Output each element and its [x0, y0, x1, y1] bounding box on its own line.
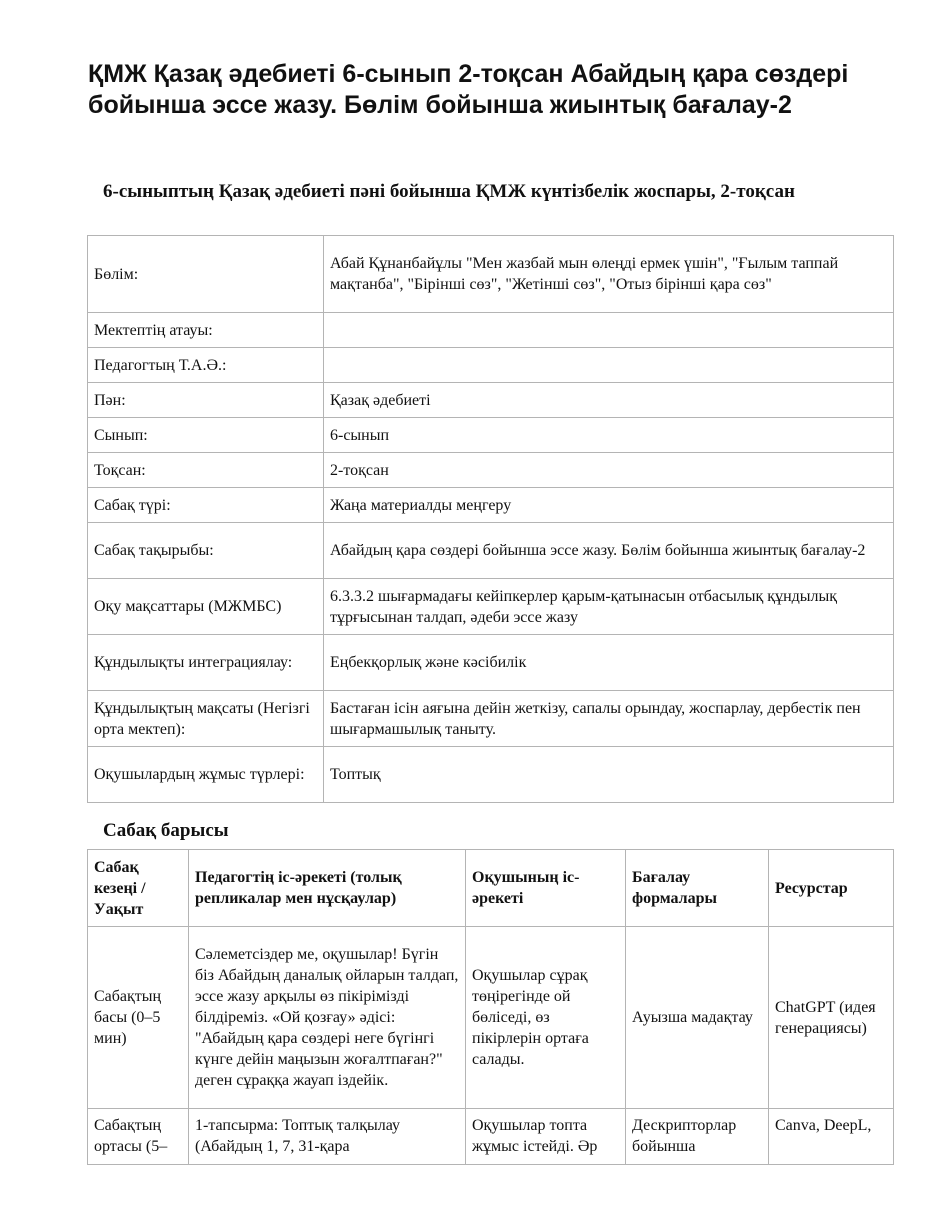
column-header-resources: Ресурстар: [769, 850, 894, 927]
info-value: 6-сынып: [324, 418, 894, 453]
table-row: [88, 579, 894, 635]
info-label: Оқушылардың жұмыс түрлері:: [88, 747, 324, 803]
column-header-student: Оқушының іс-әрекеті: [466, 850, 626, 927]
info-label: Құндылықтың мақсаты (Негізгі орта мектеп):: [88, 691, 324, 747]
teacher-cell: 1-тапсырма: Топтық талқылау (Абайдың 1, 7, 31-қара: [189, 1109, 466, 1165]
table-row: [88, 418, 894, 453]
lesson-info-table: [87, 235, 894, 803]
info-value: Бастаған ісін аяғына дейін жеткізу, сапалы орындау, жоспарлау, дербестік пен шығармашылық таныту.: [324, 691, 894, 747]
info-label: Тоқсан:: [88, 453, 324, 488]
info-value: [324, 313, 894, 348]
info-value: Еңбекқорлық және кәсібилік: [324, 635, 894, 691]
info-value: Қазақ әдебиеті: [324, 383, 894, 418]
table-row: [88, 747, 894, 803]
info-value: Жаңа материалды меңгеру: [324, 488, 894, 523]
document-title: ҚМЖ Қазақ әдебиеті 6-сынып 2-тоқсан Абайдың қара сөздері бойынша эссе жазу. Бөлім бойынша жиынтық бағалау-2: [88, 60, 849, 119]
resources-cell: ChatGPT (идея генерациясы): [769, 927, 894, 1109]
student-cell: Оқушылар сұрақ төңірегінде ой бөліседі, өз пікірлерін ортаға салады.: [466, 927, 626, 1109]
info-label: Сынып:: [88, 418, 324, 453]
teacher-cell: Сәлеметсіздер ме, оқушылар! Бүгін біз Абайдың даналық ойларын талдап, эссе жазу арқылы өз пікірімізді білдіреміз. «Ой қозғау» әдісі: "Абайдың қара сөздері неге бүгінгі күнге дейін маңызын жоғалтпаған?" деген сұраққа жауап іздейік.: [189, 927, 466, 1109]
assessment-cell: Дескрипторлар бойынша: [626, 1109, 769, 1165]
stage-cell: Сабақтың басы (0–5 мин): [88, 927, 189, 1109]
info-label: Бөлім:: [88, 236, 324, 313]
info-value: Абайдың қара сөздері бойынша эссе жазу. Бөлім бойынша жиынтық бағалау-2: [324, 523, 894, 579]
table-row: [88, 635, 894, 691]
info-value: 2-тоқсан: [324, 453, 894, 488]
column-header-stage: Сабақ кезеңі / Уақыт: [88, 850, 189, 927]
table-row: [88, 236, 894, 313]
table-row: [88, 927, 894, 1109]
assessment-cell: Ауызша мадақтау: [626, 927, 769, 1109]
table-header-row: [88, 850, 894, 927]
table-row: [88, 313, 894, 348]
plan-heading: 6-сыныптың Қазақ әдебиеті пәні бойынша ҚМЖ күнтізбелік жоспары, 2-тоқсан: [103, 181, 795, 202]
info-value: Топтық: [324, 747, 894, 803]
info-label: Мектептің атауы:: [88, 313, 324, 348]
table-row: [88, 348, 894, 383]
table-row: [88, 1109, 894, 1165]
info-label: Құндылықты интеграциялау:: [88, 635, 324, 691]
student-cell: Оқушылар топта жұмыс істейді. Әр: [466, 1109, 626, 1165]
info-label: Сабақ тақырыбы:: [88, 523, 324, 579]
info-label: Оқу мақсаттары (МЖМБС): [88, 579, 324, 635]
info-label: Педагогтың Т.А.Ә.:: [88, 348, 324, 383]
lesson-plan-table: [87, 849, 894, 1165]
column-header-assessment: Бағалау формалары: [626, 850, 769, 927]
info-value: [324, 348, 894, 383]
table-row: [88, 523, 894, 579]
table-row: [88, 383, 894, 418]
table-row: [88, 488, 894, 523]
info-label: Сабақ түрі:: [88, 488, 324, 523]
info-label: Пән:: [88, 383, 324, 418]
table-row: [88, 691, 894, 747]
resources-cell: Canva, DeepL,: [769, 1109, 894, 1165]
info-value: Абай Құнанбайұлы "Мен жазбай мын өлеңді ермек үшін", "Ғылым таппай мақтанба", "Бірінші сөз", "Жетінші сөз", "Отыз бірінші қара сөз": [324, 236, 894, 313]
lesson-heading: Сабақ барысы: [103, 820, 229, 841]
table-row: [88, 453, 894, 488]
info-value: 6.3.3.2 шығармадағы кейіпкерлер қарым-қатынасын отбасылық құндылық тұрғысынан талдап, әдеби эссе жазу: [324, 579, 894, 635]
stage-cell: Сабақтың ортасы (5–: [88, 1109, 189, 1165]
column-header-teacher: Педагогтің іс-әрекеті (толық репликалар мен нұсқаулар): [189, 850, 466, 927]
